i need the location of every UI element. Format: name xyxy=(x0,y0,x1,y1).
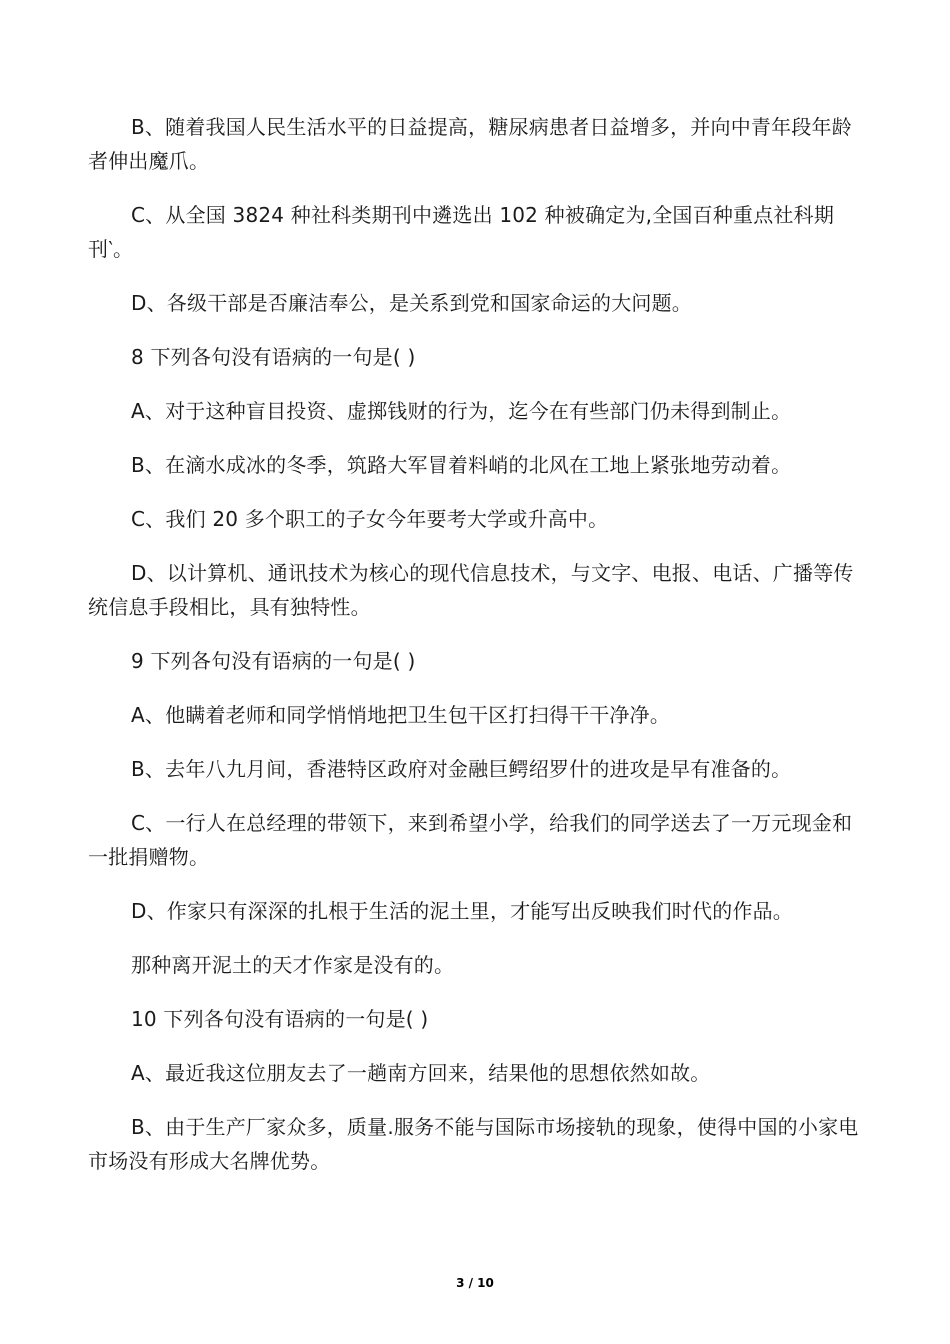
option-8d: D、以计算机、通讯技术为核心的现代信息技术，与文字、电报、电话、广播等传统信息手段相比，具有独特性。 xyxy=(88,561,854,619)
option-8b: B、在滴水成冰的冬季，筑路大军冒着料峭的北风在工地上紧张地劳动着。 xyxy=(131,453,792,477)
option-9d-continued: 那种离开泥土的天才作家是没有的。 xyxy=(131,953,455,977)
option-10b: B、由于生产厂家众多，质量.服务不能与国际市场接轨的现象，使得中国的小家电市场没有形成大名牌优势。 xyxy=(88,1115,859,1173)
question-9: 9 下列各句没有语病的一句是( ) xyxy=(131,649,416,673)
option-8a: A、对于这种盲目投资、虚掷钱财的行为，迄今在有些部门仍未得到制止。 xyxy=(131,399,792,423)
option-9d: D、作家只有深深的扎根于生活的泥土里，才能写出反映我们时代的作品。 xyxy=(131,899,793,923)
option-7d: D、各级干部是否廉洁奉公，是关系到党和国家命运的大问题。 xyxy=(131,291,692,315)
option-7b: B、随着我国人民生活水平的日益提高，糖尿病患者日益增多，并向中青年段年龄者伸出魔爪。 xyxy=(88,115,852,173)
option-9b: B、去年八九月间，香港特区政府对金融巨鳄绍罗什的进攻是早有准备的。 xyxy=(131,757,792,781)
option-8c: C、我们 20 多个职工的子女今年要考大学或升高中。 xyxy=(131,507,609,531)
question-8: 8 下列各句没有语病的一句是( ) xyxy=(131,345,416,369)
page-number: 3 / 10 xyxy=(456,1276,494,1290)
option-7c: C、从全国 3824 种社科类期刊中遴选出 102 种被确定为,全国百种重点社科期刊‵。 xyxy=(88,203,835,261)
question-10: 10 下列各句没有语病的一句是( ) xyxy=(131,1007,429,1031)
option-9c: C、一行人在总经理的带领下，来到希望小学，给我们的同学送去了一万元现金和一批捐赠物。 xyxy=(88,811,853,869)
option-10a: A、最近我这位朋友去了一趟南方回来，结果他的思想依然如故。 xyxy=(131,1061,711,1085)
option-9a: A、他瞒着老师和同学悄悄地把卫生包干区打扫得干干净净。 xyxy=(131,703,671,727)
